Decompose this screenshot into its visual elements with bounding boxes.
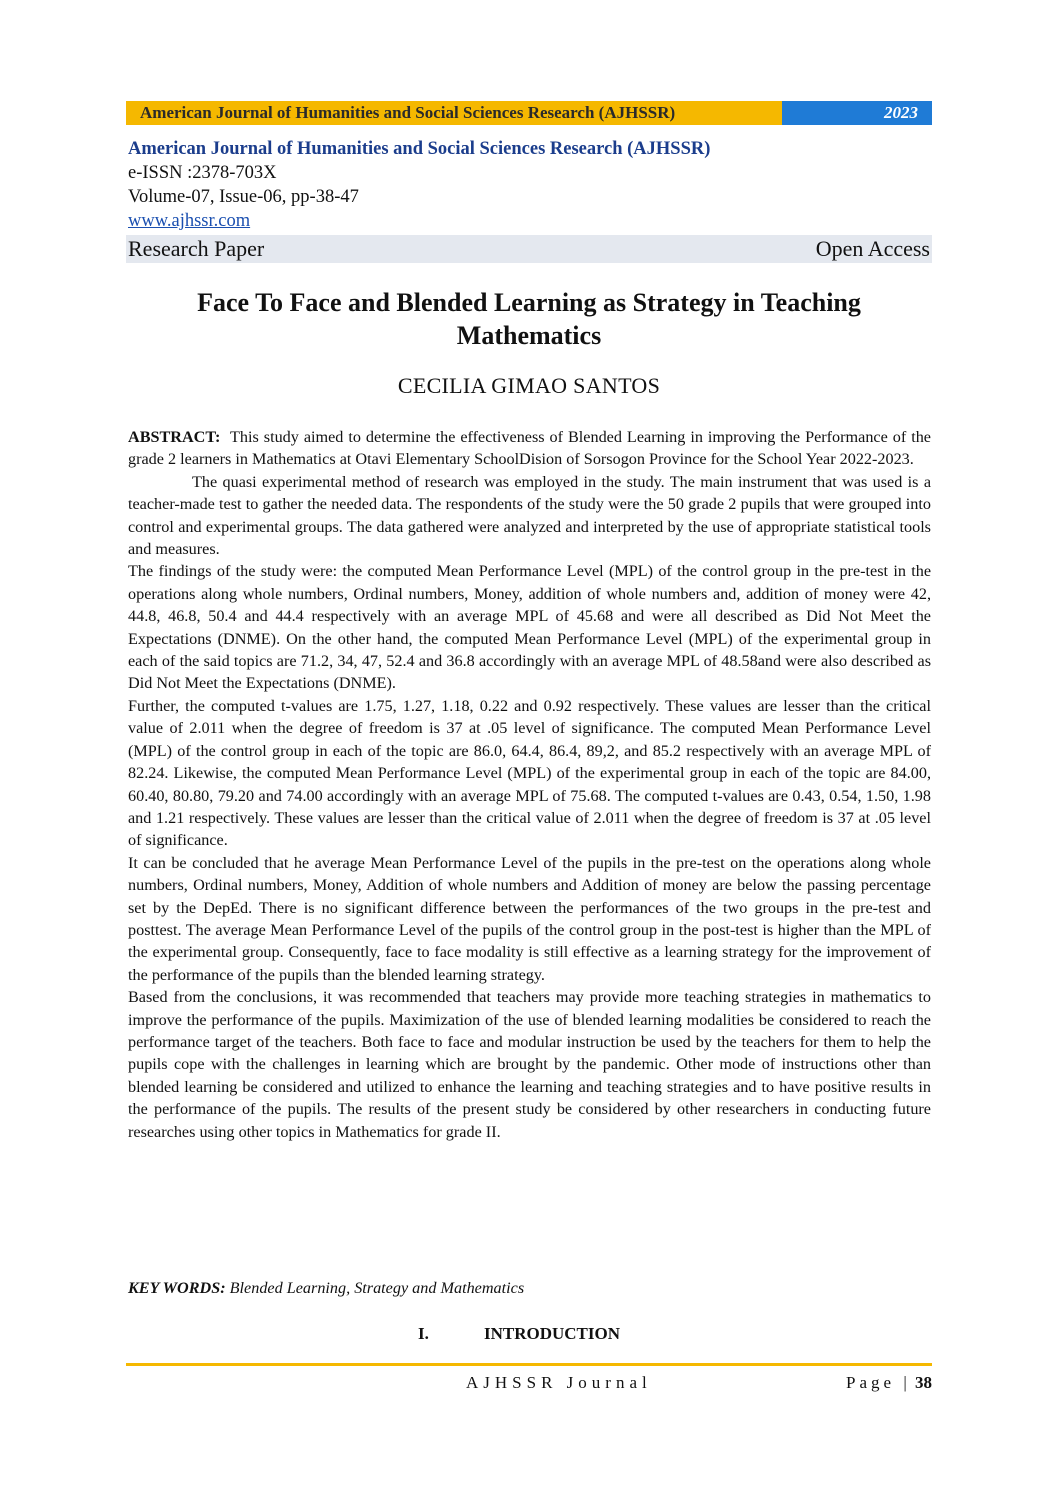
footer-page <box>846 1373 932 1393</box>
section-number: I. <box>418 1324 429 1343</box>
paper-type-row <box>126 235 932 263</box>
page-label: Page | <box>846 1373 911 1392</box>
page-number: 38 <box>915 1373 932 1392</box>
paper-type: Research Paper <box>128 236 265 261</box>
keywords-label: KEY WORDS: <box>128 1279 226 1297</box>
meta-journal-name: American Journal of Humanities and Social Sciences Research (AJHSSR) <box>128 139 711 159</box>
publication-meta <box>128 137 932 233</box>
footer-divider <box>126 1363 932 1366</box>
keywords-text: Blended Learning, Strategy and Mathematics <box>229 1279 525 1297</box>
section-heading <box>418 1324 620 1344</box>
section-title: INTRODUCTION <box>484 1324 621 1343</box>
abstract-paragraph-2: The quasi experimental method of research was employed in the study. The main instrument that was used is a teacher-made test to gather the needed data. The respondents of the study were the 50 grade 2 pupils that were grouped into control and experimental groups. The data gathered were analyzed and interpreted by the use of appropriate statistical tools and measures. <box>128 472 931 559</box>
abstract-paragraph-1 <box>128 426 931 471</box>
access-type: Open Access <box>815 236 930 261</box>
journal-website-link[interactable]: www.ajhssr.com <box>128 211 251 231</box>
journal-header-band <box>126 101 932 125</box>
author-name: CECILIA GIMAO SANTOS <box>397 373 661 398</box>
abstract-paragraph-4: Further, the computed t-values are 1.75, 1.27, 1.18, 0.22 and 0.92 respectively. These values are lesser than the critical value of 2.011 when the degree of freedom is 37 at .05 level of significance. The computed Mean Performance Level (MPL) of the control group in each of the topic are 86.0, 64.4, 86.4, 89,2, and 85.2 respectively with an average MPL of 82.24. Likewise, the computed Mean Performance Level (MPL) of the experimental group in each of the topic are 84.00, 60.40, 80.80, 79.20 and 74.00 accordingly with an average MPL of 75.68. The computed t-values are 0.43, 0.54, 1.50, 1.98 and 1.21 respectively. These values are lesser than the critical value of 2.011 when the degree of freedom is 37 at .05 level of significance. <box>128 696 931 850</box>
keywords <box>128 1279 931 1298</box>
abstract-label: ABSTRACT: <box>128 428 221 446</box>
abstract-paragraph-6: Based from the conclusions, it was recommended that teachers may provide more teaching strategies in mathematics to improve the performance of the pupils. Maximization of the use of blended learning modalities be considered to reach the performance target of the teachers. Both face to face and modular instruction be used by the teachers for them to help the pupils cope with the challenges in learning which are brought by the pandemic. Other mode of instructions other than blended learning be considered and utilized to enhance the learning and teaching strategies and to have positive results in the performance of the pupils. The results of the present study be considered by other researchers in conducting future researches using other topics in Mathematics for grade II. <box>128 988 931 1141</box>
header-year: 2023 <box>782 101 932 125</box>
header-journal-name: American Journal of Humanities and Social Sciences Research (AJHSSR) <box>126 101 782 125</box>
meta-volume: Volume-07, Issue-06, pp-38-47 <box>128 187 359 207</box>
abstract <box>128 426 931 1143</box>
footer-journal: AJHSSR Journal <box>466 1373 652 1392</box>
abstract-paragraph-5: It can be concluded that he average Mean Performance Level of the pupils in the pre-test on the operations along whole numbers, Ordinal numbers, Money, Addition of whole numbers and Addition of money are below the passing percentage set by the DepEd. There is no significant difference between the performances of the two groups in the pre-test and posttest. The average Mean Performance Level of the pupils of the control group in the post-test is higher than the MPL of the experimental group. Consequently, face to face modality is still effective as a learning strategy for the improvement of the performance of the pupils than the blended learning strategy. <box>128 853 931 984</box>
paper-title: Face To Face and Blended Learning as Strategy in Teaching Mathematics <box>197 288 861 350</box>
abstract-paragraph-3: The findings of the study were: the computed Mean Performance Level (MPL) of the control group in the pre-test in the operations along whole numbers, Ordinal numbers, Money, addition of whole numbers and, addition of money were 42, 44.8, 46.8, 50.4 and 44.4 respectively with an average MPL of 45.68 and were all described as Did Not Meet the Expectations (DNME). On the other hand, the computed Mean Performance Level (MPL) of the experimental group in each of the said topics are 71.2, 34, 47, 52.4 and 36.8 accordingly with an average MPL of 48.58and were also described as Did Not Meet the Expectations (DNME). <box>128 562 931 693</box>
meta-issn: e-ISSN :2378-703X <box>128 163 277 183</box>
abstract-text-1: This study aimed to determine the effectiveness of Blended Learning in improving the Performance of the grade 2 learners in Mathematics at Otavi Elementary SchoolDision of Sorsogon Province for the School Year 2022-2023. <box>128 428 931 469</box>
